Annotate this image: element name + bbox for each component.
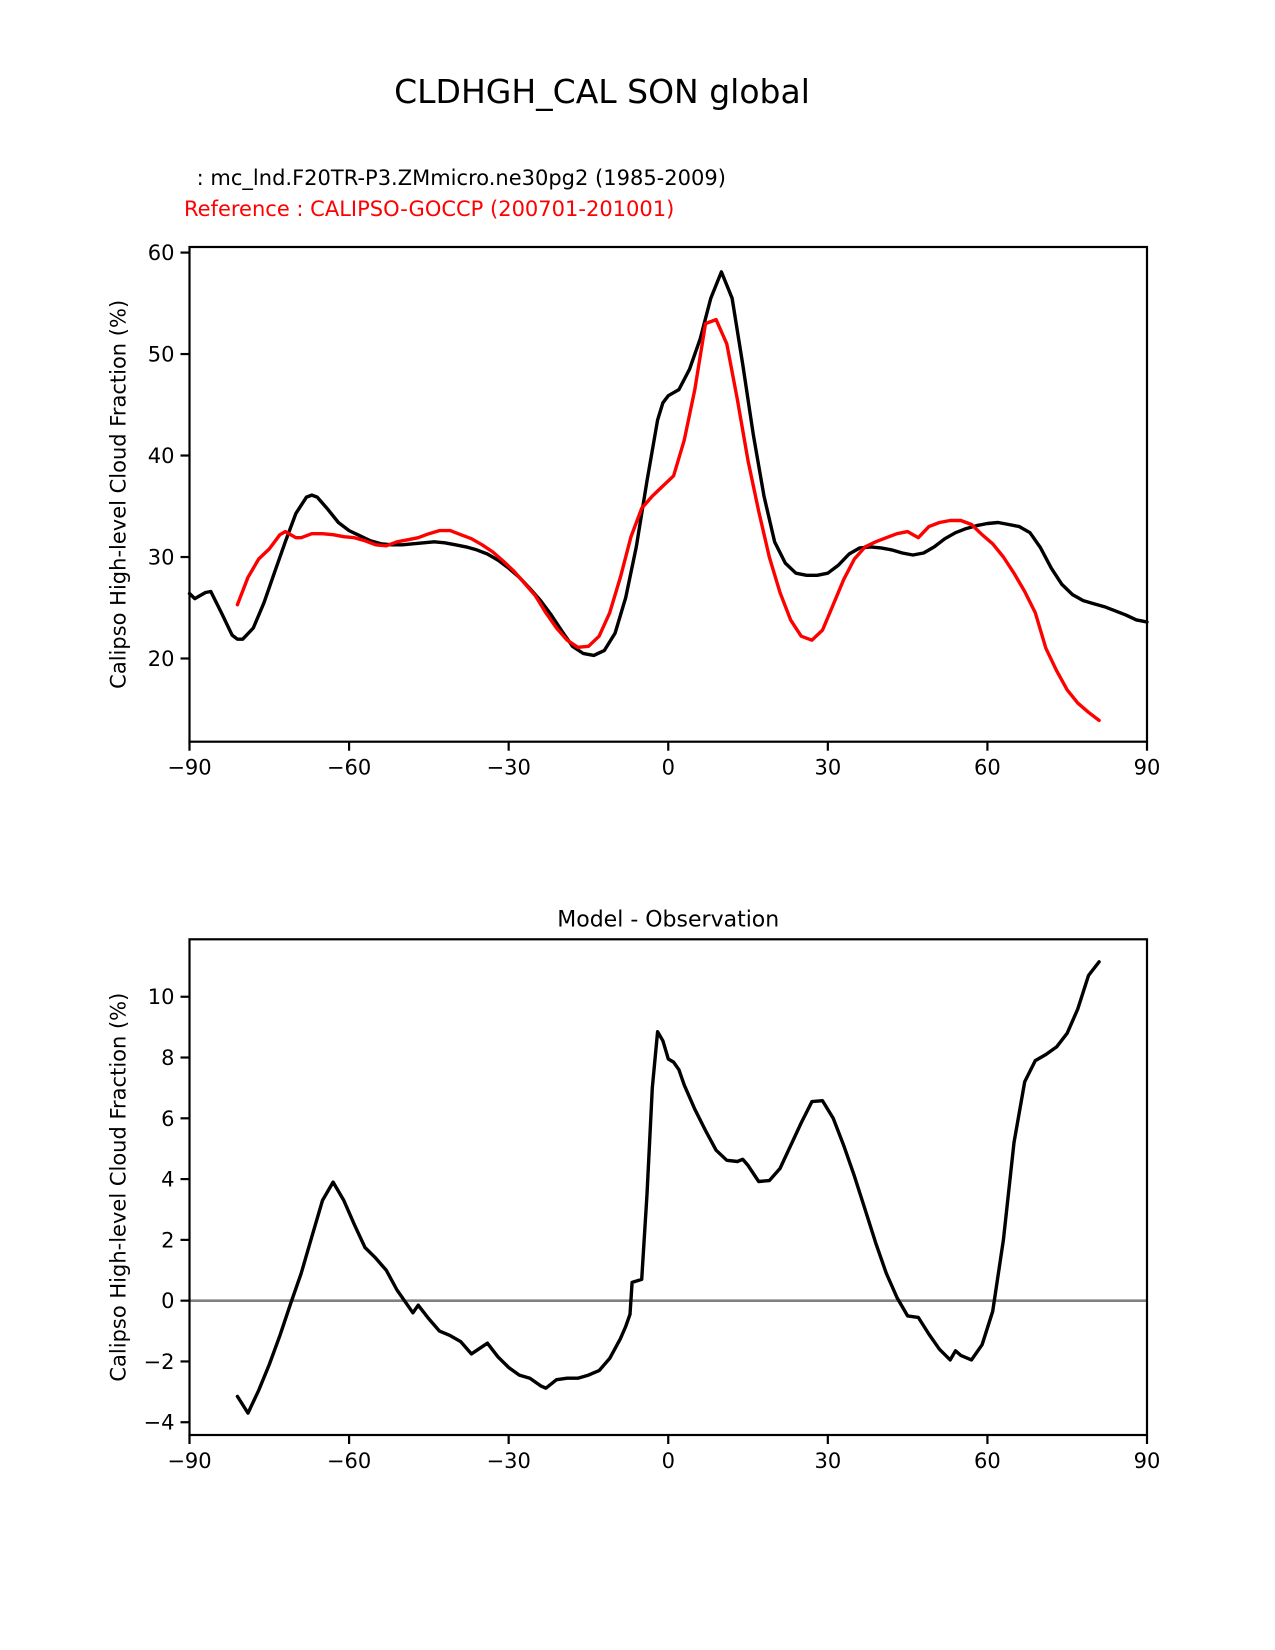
- x-tick-label: 0: [661, 1449, 675, 1473]
- x-tick-label: 90: [1133, 1449, 1161, 1473]
- x-tick-label: 60: [974, 755, 1001, 780]
- y-tick-label: 2: [161, 1228, 175, 1253]
- y-tick-label: −2: [143, 1349, 175, 1374]
- y-tick-label: 20: [147, 646, 175, 671]
- x-tick-label: −60: [326, 755, 372, 780]
- x-tick-label: −30: [486, 755, 531, 780]
- x-tick-label: −90: [167, 1449, 212, 1473]
- y-tick-label: 10: [147, 985, 175, 1010]
- x-tick-label: −90: [167, 755, 212, 780]
- reference-subtitle: Reference : CALIPSO-GOCCP (200701-201001): [184, 197, 675, 221]
- y-tick-label: −4: [143, 1410, 175, 1435]
- figure-title: CLDHGH_CAL SON global: [394, 72, 810, 111]
- y-tick-label: 50: [147, 342, 175, 367]
- x-tick-label: 30: [814, 755, 842, 780]
- x-tick-label: −60: [326, 1449, 372, 1473]
- y-tick-label: 4: [161, 1167, 175, 1192]
- y-tick-label: 30: [147, 545, 175, 570]
- y-tick-label: 0: [161, 1289, 175, 1314]
- x-tick-label: −30: [486, 1449, 531, 1473]
- y-tick-label: 8: [161, 1046, 175, 1071]
- subplot-title: Model - Observation: [557, 907, 780, 933]
- y-tick-label: 60: [147, 241, 175, 266]
- difference-line: [237, 962, 1099, 1413]
- x-tick-label: 30: [814, 1449, 842, 1473]
- model-subtitle: : mc_lnd.F20TR-P3.ZMmicro.ne30pg2 (1985-2009): [190, 166, 726, 190]
- y-tick-label: 40: [147, 444, 175, 469]
- y-axis-label: Calipso High-level Cloud Fraction (%): [106, 992, 131, 1382]
- y-axis-label: Calipso High-level Cloud Fraction (%): [106, 299, 131, 689]
- y-tick-label: 6: [161, 1106, 175, 1131]
- plot-border: [190, 939, 1148, 1435]
- x-tick-label: 90: [1133, 755, 1161, 780]
- x-tick-label: 0: [661, 755, 675, 780]
- x-tick-label: 60: [974, 1449, 1001, 1473]
